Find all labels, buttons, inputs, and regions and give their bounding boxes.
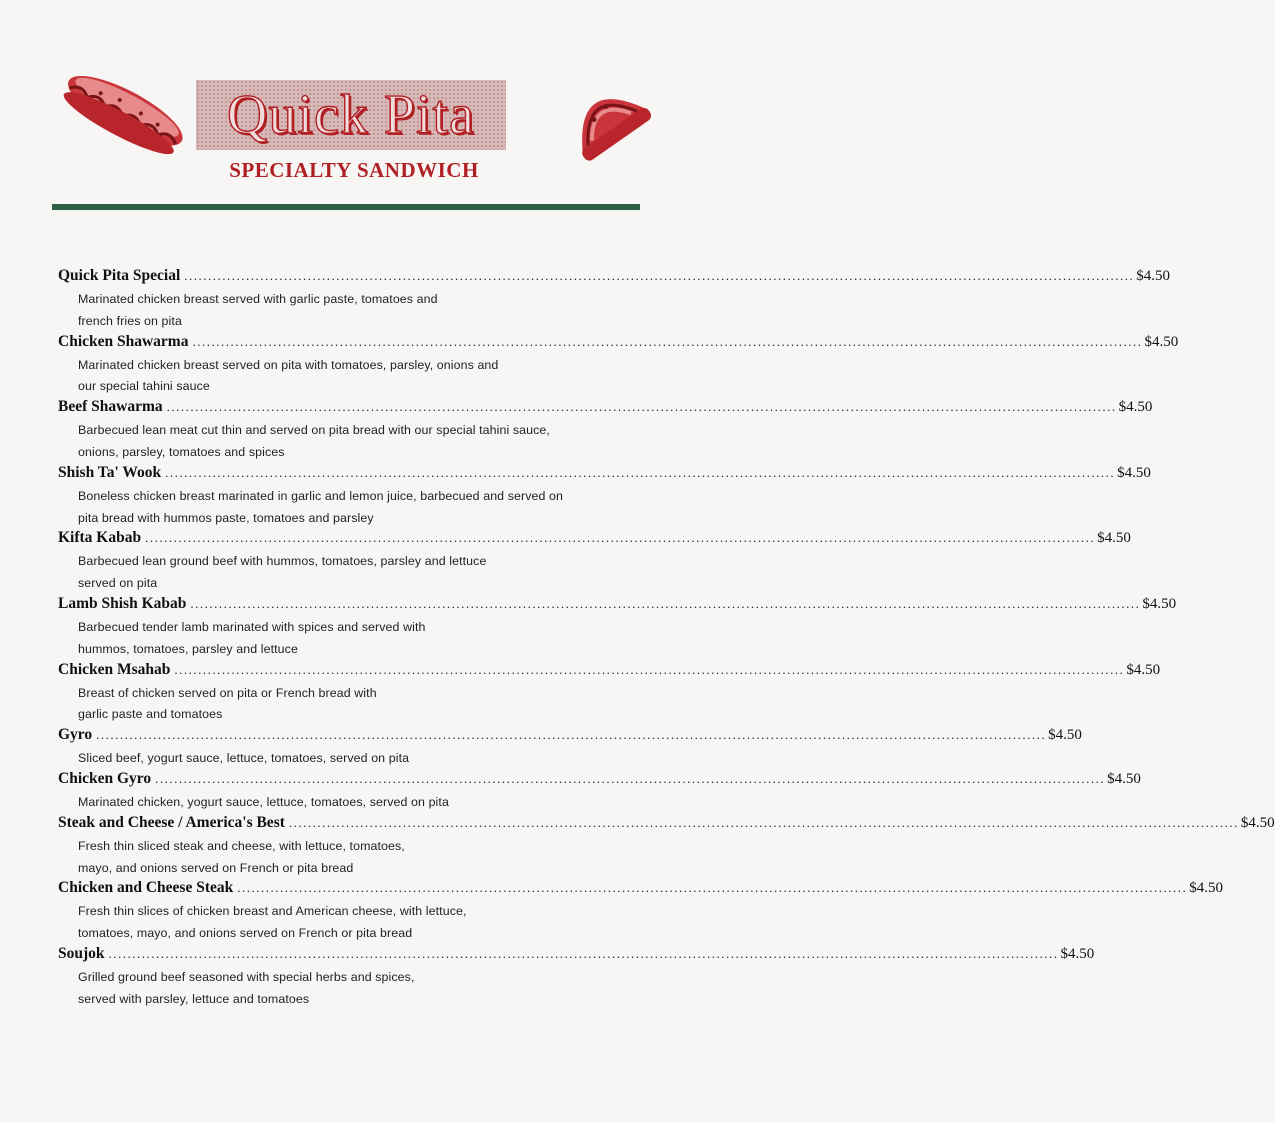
description-line: Barbecued lean meat cut thin and served on pita bread with our special tahini sauce, xyxy=(78,423,550,438)
description-line: Marinated chicken breast served with garlic paste, tomatoes and xyxy=(78,292,438,306)
description-line: Barbecued tender lamb marinated with spices and served with xyxy=(78,619,426,634)
description-line: Marinated chicken breast served on pita with tomatoes, parsley, onions and xyxy=(78,357,499,372)
description-line: pita bread with hummos paste, tomatoes and parsley xyxy=(78,510,374,525)
dot-leader: ........................................................................................................................................................................................................ xyxy=(96,727,1047,743)
item-name: Chicken Msahab xyxy=(58,660,171,678)
item-price: $4.50 xyxy=(1126,661,1161,678)
item-name: Kifta Kabab xyxy=(58,529,142,547)
item-description xyxy=(58,289,618,333)
menu-item xyxy=(58,660,1161,727)
menu-item xyxy=(58,769,1141,814)
dot-leader: ........................................................................................................................................................................................................ xyxy=(166,399,1117,415)
item-description xyxy=(58,551,618,595)
menu-item xyxy=(58,594,1177,661)
item-price: $4.50 xyxy=(1189,880,1224,897)
item-price: $4.50 xyxy=(1118,399,1153,416)
item-description xyxy=(58,486,618,530)
item-price: $4.50 xyxy=(1097,530,1131,547)
description-line: Boneless chicken breast marinated in garlic and lemon juice, barbecued and served on xyxy=(78,488,564,503)
item-name: Quick Pita Special xyxy=(58,267,181,284)
dot-leader: ........................................................................................................................................................................................................ xyxy=(190,595,1141,611)
title-banner xyxy=(196,80,506,150)
item-name: Chicken and Cheese Steak xyxy=(58,879,234,897)
description-line: onions, parsley, tomatoes and spices xyxy=(78,444,285,459)
item-price: $4.50 xyxy=(1142,595,1177,612)
menu-item xyxy=(58,332,1179,399)
description-line: our special tahini sauce xyxy=(78,379,210,394)
description-line: Fresh thin slices of chicken breast and American cheese, with lettuce, xyxy=(78,904,467,919)
item-price: $4.50 xyxy=(1240,814,1275,831)
dot-leader: ........................................................................................................................................................................................................ xyxy=(108,945,1059,961)
description-line: tomatoes, mayo, and onions served on French or pita bread xyxy=(78,926,413,941)
item-name: Shish Ta' Wook xyxy=(58,463,162,481)
menu-item xyxy=(58,267,1171,333)
dot-leader: ........................................................................................................................................................................................................ xyxy=(155,770,1106,786)
item-price: $4.50 xyxy=(1048,727,1082,744)
item-price: $4.50 xyxy=(1136,268,1171,284)
menu-item xyxy=(58,529,1131,595)
item-price: $4.50 xyxy=(1060,945,1095,962)
item-description xyxy=(58,420,618,464)
menu-item xyxy=(58,463,1151,530)
item-price: $4.50 xyxy=(1117,464,1151,481)
restaurant-title: Quick Pita xyxy=(227,84,475,146)
item-description xyxy=(58,792,618,814)
item-name: Steak and Cheese / America's Best xyxy=(58,813,285,831)
description-line: mayo, and onions served on French or pita bread xyxy=(78,860,354,875)
item-description xyxy=(58,748,618,770)
menu-section-title: SPECIALTY SANDWICH xyxy=(229,158,479,182)
dot-leader: ........................................................................................................................................................................................................ xyxy=(165,464,1116,480)
description-line: Barbecued lean ground beef with hummos, tomatoes, parsley and lettuce xyxy=(78,554,487,569)
item-description xyxy=(58,683,618,727)
item-name: Chicken Gyro xyxy=(58,769,152,787)
item-name: Chicken Shawarma xyxy=(58,332,189,350)
item-price: $4.50 xyxy=(1144,333,1179,350)
description-line: served with parsley, lettuce and tomatoes xyxy=(78,991,310,1006)
menu-item xyxy=(58,726,1082,770)
description-line: garlic paste and tomatoes xyxy=(78,707,223,722)
pita-wrap-icon xyxy=(560,72,656,172)
menu-list xyxy=(58,267,1275,1011)
dot-leader: ........................................................................................................................................................................................................ xyxy=(174,661,1125,677)
item-name: Soujok xyxy=(58,944,105,962)
menu-item xyxy=(58,813,1275,880)
dot-leader: ........................................................................................................................................................................................................ xyxy=(192,333,1143,349)
item-name: Beef Shawarma xyxy=(58,398,163,416)
item-price: $4.50 xyxy=(1107,770,1141,787)
item-description xyxy=(58,355,618,399)
menu-item xyxy=(58,879,1224,945)
menu-item xyxy=(58,398,1153,464)
description-line: french fries on pita xyxy=(78,313,182,328)
description-line: Sliced beef, yogurt sauce, lettuce, tomatoes, served on pita xyxy=(78,751,410,766)
item-description xyxy=(58,967,618,1011)
dot-leader: ........................................................................................................................................................................................................ xyxy=(288,814,1239,830)
item-description xyxy=(58,617,618,661)
dot-leader: ........................................................................................................................................................................................................ xyxy=(184,268,1135,283)
item-name: Lamb Shish Kabab xyxy=(58,594,187,612)
sub-sandwich-icon xyxy=(52,72,192,162)
description-line: hummos, tomatoes, parsley and lettuce xyxy=(78,641,298,656)
menu-item xyxy=(58,944,1095,1011)
item-description xyxy=(58,836,618,880)
description-line: Marinated chicken, yogurt sauce, lettuce, tomatoes, served on pita xyxy=(78,794,449,809)
dot-leader: ........................................................................................................................................................................................................ xyxy=(145,530,1096,546)
description-line: Grilled ground beef seasoned with special herbs and spices, xyxy=(78,969,415,984)
item-name: Gyro xyxy=(58,726,93,744)
description-line: Fresh thin sliced steak and cheese, with lettuce, tomatoes, xyxy=(78,838,405,853)
description-line: served on pita xyxy=(78,576,158,591)
item-description xyxy=(58,901,618,945)
header-divider xyxy=(52,204,640,210)
description-line: Breast of chicken served on pita or French bread with xyxy=(78,685,377,700)
dot-leader: ........................................................................................................................................................................................................ xyxy=(237,880,1188,896)
